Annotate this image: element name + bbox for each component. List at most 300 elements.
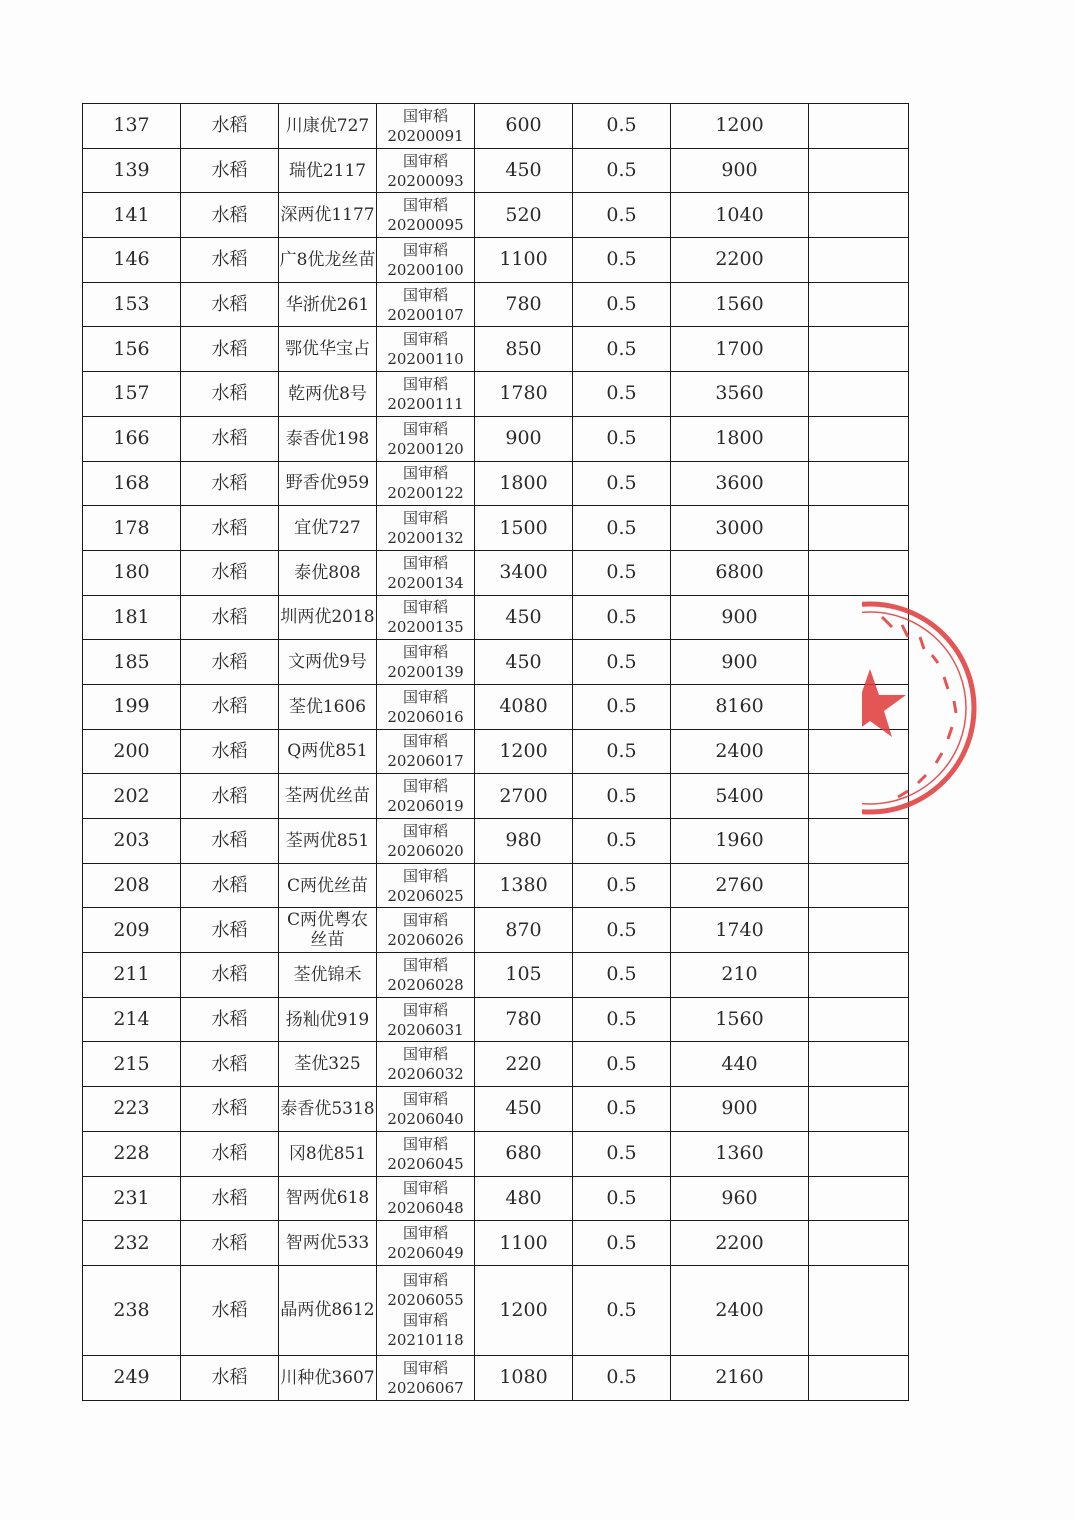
cell-crop: 水稻 [181,372,279,417]
cell-crop: 水稻 [181,684,279,729]
approval-line: 国审稻 [402,151,448,170]
cell-remark [809,819,909,864]
cell-approval [377,908,475,953]
approval-line: 20206025 [387,886,464,905]
cell-remark [809,729,909,774]
cell-number: 199 [83,684,181,729]
cell-rate: 0.5 [573,461,671,506]
cell-variety: 广8优龙丝苗 [279,238,377,283]
cell-variety: 瑞优2117 [279,148,377,193]
cell-crop: 水稻 [181,863,279,908]
cell-rate: 0.5 [573,684,671,729]
cell-remark [809,238,909,283]
approval-line: 20206032 [387,1065,464,1084]
approval-line: 国审稻 [402,106,448,125]
cell-rate: 0.5 [573,953,671,998]
cell-rate: 0.5 [573,238,671,283]
cell-approval [377,1265,475,1355]
cell-variety: 乾两优8号 [279,372,377,417]
cell-number: 238 [83,1265,181,1355]
cell-approval [377,238,475,283]
approval-line: 国审稻 [402,643,448,662]
approval-line: 20200110 [387,350,464,369]
approval-line: 20200095 [387,216,464,235]
cell-remark [809,461,909,506]
cell-remark [809,908,909,953]
approval-line: 国审稻 [402,1358,448,1377]
approval-line: 国审稻 [402,1179,448,1198]
cell-variety: 荃优锦禾 [279,953,377,998]
approval-line: 20206017 [387,752,464,771]
cell-approval [377,1176,475,1221]
approval-line: 20200120 [387,439,464,458]
cell-number: 202 [83,774,181,819]
cell-crop: 水稻 [181,1221,279,1266]
cell-variety: 冈8优851 [279,1131,377,1176]
cell-amount: 1040 [671,193,809,238]
approval-line: 20206048 [387,1199,464,1218]
table-row [83,640,909,685]
cell-number: 141 [83,193,181,238]
cell-crop: 水稻 [181,550,279,595]
cell-crop: 水稻 [181,1265,279,1355]
cell-approval [377,774,475,819]
cell-variety: 泰优808 [279,550,377,595]
approval-line: 20200135 [387,618,464,637]
cell-quantity: 480 [475,1176,573,1221]
cell-crop: 水稻 [181,416,279,461]
approval-line: 国审稻 [402,285,448,304]
approval-line: 20206067 [387,1378,464,1397]
cell-quantity: 2700 [475,774,573,819]
cell-amount: 2400 [671,729,809,774]
cell-crop: 水稻 [181,461,279,506]
cell-approval [377,461,475,506]
cell-crop: 水稻 [181,997,279,1042]
cell-number: 203 [83,819,181,864]
approval-line: 国审稻 [402,374,448,393]
approval-line: 20206016 [387,707,464,726]
approval-line: 国审稻 [402,777,448,796]
cell-number: 211 [83,953,181,998]
cell-remark [809,953,909,998]
approval-line: 国审稻 [402,1224,448,1243]
cell-variety: 荃优1606 [279,684,377,729]
cell-number: 232 [83,1221,181,1266]
cell-crop: 水稻 [181,104,279,149]
cell-approval [377,327,475,372]
cell-approval [377,640,475,685]
cell-remark [809,506,909,551]
cell-number: 139 [83,148,181,193]
cell-rate: 0.5 [573,416,671,461]
approval-line: 20206045 [387,1154,464,1173]
cell-approval [377,104,475,149]
approval-line: 国审稻 [402,1134,448,1153]
cell-crop: 水稻 [181,282,279,327]
cell-remark [809,774,909,819]
approval-line: 国审稻 [402,1089,448,1108]
cell-remark [809,550,909,595]
cell-variety: 圳两优2018 [279,595,377,640]
cell-amount: 2400 [671,1265,809,1355]
table-row [83,461,909,506]
cell-number: 157 [83,372,181,417]
cell-crop: 水稻 [181,819,279,864]
table-row [83,595,909,640]
cell-approval [377,416,475,461]
approval-line: 20200091 [387,126,464,145]
cell-amount: 8160 [671,684,809,729]
approval-line: 20206055 [387,1291,464,1310]
cell-rate: 0.5 [573,282,671,327]
approval-line: 国审稻 [402,687,448,706]
cell-number: 178 [83,506,181,551]
cell-approval [377,193,475,238]
cell-crop: 水稻 [181,640,279,685]
cell-variety: 文两优9号 [279,640,377,685]
cell-approval [377,863,475,908]
cell-rate: 0.5 [573,1221,671,1266]
cell-number: 156 [83,327,181,372]
cell-crop: 水稻 [181,506,279,551]
cell-quantity: 3400 [475,550,573,595]
cell-approval [377,729,475,774]
cell-number: 215 [83,1042,181,1087]
cell-amount: 3560 [671,372,809,417]
approval-line: 20200100 [387,260,464,279]
cell-rate: 0.5 [573,908,671,953]
cell-amount: 1560 [671,997,809,1042]
cell-remark [809,1087,909,1132]
cell-quantity: 450 [475,148,573,193]
cell-amount: 1560 [671,282,809,327]
cell-remark [809,640,909,685]
cell-rate: 0.5 [573,1042,671,1087]
cell-variety: 荃两优丝苗 [279,774,377,819]
cell-crop: 水稻 [181,1176,279,1221]
table-row [83,550,909,595]
cell-amount: 2200 [671,1221,809,1266]
cell-remark [809,997,909,1042]
cell-number: 166 [83,416,181,461]
cell-approval [377,282,475,327]
cell-quantity: 980 [475,819,573,864]
approval-line: 国审稻 [402,821,448,840]
table-row [83,1131,909,1176]
cell-amount: 5400 [671,774,809,819]
cell-remark [809,684,909,729]
approval-line: 20200093 [387,171,464,190]
cell-number: 228 [83,1131,181,1176]
approval-line: 国审稻 [402,464,448,483]
cell-remark [809,148,909,193]
approval-line: 20200122 [387,484,464,503]
cell-rate: 0.5 [573,104,671,149]
cell-variety: C两优丝苗 [279,863,377,908]
cell-rate: 0.5 [573,193,671,238]
cell-quantity: 520 [475,193,573,238]
cell-variety: 泰香优5318 [279,1087,377,1132]
cell-amount: 210 [671,953,809,998]
cell-crop: 水稻 [181,148,279,193]
cell-quantity: 1080 [475,1355,573,1400]
cell-number: 208 [83,863,181,908]
table-row [83,1176,909,1221]
cell-number: 153 [83,282,181,327]
cell-quantity: 450 [475,640,573,685]
approval-line: 国审稻 [402,196,448,215]
cell-crop: 水稻 [181,1087,279,1132]
cell-approval [377,595,475,640]
approval-line: 20206026 [387,931,464,950]
cell-amount: 900 [671,148,809,193]
cell-approval [377,148,475,193]
cell-approval [377,684,475,729]
cell-rate: 0.5 [573,550,671,595]
cell-amount: 1700 [671,327,809,372]
cell-quantity: 1100 [475,238,573,283]
approval-line: 国审稻 [402,330,448,349]
cell-crop: 水稻 [181,729,279,774]
table-row [83,997,909,1042]
cell-variety: 川种优3607 [279,1355,377,1400]
cell-rate: 0.5 [573,729,671,774]
cell-quantity: 1780 [475,372,573,417]
cell-quantity: 4080 [475,684,573,729]
cell-variety: 智两优533 [279,1221,377,1266]
cell-amount: 900 [671,1087,809,1132]
cell-amount: 900 [671,595,809,640]
cell-amount: 1800 [671,416,809,461]
table-row [83,908,909,953]
cell-variety: 鄂优华宝占 [279,327,377,372]
cell-quantity: 1100 [475,1221,573,1266]
cell-remark [809,1355,909,1400]
cell-number: 231 [83,1176,181,1221]
approval-line: 20200107 [387,305,464,324]
cell-approval [377,372,475,417]
cell-approval [377,819,475,864]
table-row [83,1087,909,1132]
cell-quantity: 900 [475,416,573,461]
cell-remark [809,416,909,461]
cell-remark [809,595,909,640]
cell-approval [377,953,475,998]
cell-quantity: 600 [475,104,573,149]
cell-quantity: 780 [475,997,573,1042]
approval-line: 国审稻 [402,866,448,885]
table-row [83,372,909,417]
seed-subsidy-table [82,103,909,1401]
approval-line: 20206020 [387,841,464,860]
approval-line: 国审稻 [402,598,448,617]
cell-approval [377,550,475,595]
cell-amount: 3000 [671,506,809,551]
cell-rate: 0.5 [573,1355,671,1400]
cell-variety: C两优粤农丝苗 [279,908,377,953]
cell-rate: 0.5 [573,1131,671,1176]
cell-rate: 0.5 [573,774,671,819]
cell-approval [377,997,475,1042]
cell-amount: 2760 [671,863,809,908]
approval-line: 20200132 [387,529,464,548]
table-row [83,1355,909,1400]
cell-quantity: 450 [475,595,573,640]
cell-rate: 0.5 [573,148,671,193]
approval-line: 国审稻 [402,1000,448,1019]
cell-variety: Q两优851 [279,729,377,774]
cell-quantity: 1200 [475,1265,573,1355]
cell-amount: 2200 [671,238,809,283]
cell-rate: 0.5 [573,1087,671,1132]
cell-amount: 3600 [671,461,809,506]
approval-line: 国审稻 [402,911,448,930]
cell-crop: 水稻 [181,1042,279,1087]
cell-rate: 0.5 [573,819,671,864]
cell-amount: 2160 [671,1355,809,1400]
cell-crop: 水稻 [181,908,279,953]
table-row [83,819,909,864]
cell-number: 214 [83,997,181,1042]
table-row [83,953,909,998]
cell-variety: 深两优1177 [279,193,377,238]
cell-remark [809,193,909,238]
cell-remark [809,327,909,372]
cell-rate: 0.5 [573,1176,671,1221]
cell-amount: 900 [671,640,809,685]
approval-line: 20206019 [387,797,464,816]
cell-quantity: 450 [475,1087,573,1132]
cell-quantity: 1500 [475,506,573,551]
cell-quantity: 850 [475,327,573,372]
cell-number: 200 [83,729,181,774]
cell-remark [809,1221,909,1266]
cell-number: 146 [83,238,181,283]
table-row [83,774,909,819]
table-row [83,863,909,908]
cell-number: 223 [83,1087,181,1132]
approval-line: 20200134 [387,573,464,592]
cell-crop: 水稻 [181,774,279,819]
approval-line: 国审稻 [402,1045,448,1064]
cell-variety: 荃优325 [279,1042,377,1087]
approval-line: 国审稻 [402,732,448,751]
approval-line: 20206049 [387,1244,464,1263]
approval-line: 20206031 [387,1020,464,1039]
approval-line: 20200111 [387,394,464,413]
cell-number: 181 [83,595,181,640]
cell-rate: 0.5 [573,327,671,372]
table-row [83,282,909,327]
cell-variety: 荃两优851 [279,819,377,864]
cell-quantity: 780 [475,282,573,327]
table-row [83,729,909,774]
approval-line: 20210118 [387,1331,464,1350]
cell-variety: 泰香优198 [279,416,377,461]
cell-rate: 0.5 [573,997,671,1042]
cell-variety: 华浙优261 [279,282,377,327]
cell-crop: 水稻 [181,327,279,372]
cell-rate: 0.5 [573,1265,671,1355]
cell-approval [377,1087,475,1132]
cell-remark [809,863,909,908]
approval-line: 20206028 [387,975,464,994]
approval-line: 国审稻 [402,419,448,438]
cell-crop: 水稻 [181,953,279,998]
table-row [83,1042,909,1087]
table-row [83,416,909,461]
cell-amount: 1200 [671,104,809,149]
cell-approval [377,506,475,551]
approval-line: 国审稻 [402,509,448,528]
table-row [83,1265,909,1355]
cell-remark [809,1042,909,1087]
approval-line: 20206040 [387,1109,464,1128]
table-row [83,104,909,149]
cell-number: 249 [83,1355,181,1400]
cell-crop: 水稻 [181,193,279,238]
cell-quantity: 870 [475,908,573,953]
cell-amount: 440 [671,1042,809,1087]
approval-line: 国审稻 [402,1311,448,1330]
cell-remark [809,282,909,327]
cell-variety: 宜优727 [279,506,377,551]
cell-rate: 0.5 [573,640,671,685]
cell-number: 168 [83,461,181,506]
cell-variety: 野香优959 [279,461,377,506]
cell-amount: 6800 [671,550,809,595]
approval-line: 国审稻 [402,240,448,259]
cell-crop: 水稻 [181,595,279,640]
cell-crop: 水稻 [181,1131,279,1176]
approval-line: 20200139 [387,663,464,682]
cell-remark [809,104,909,149]
cell-approval [377,1131,475,1176]
cell-number: 137 [83,104,181,149]
cell-number: 185 [83,640,181,685]
cell-variety: 川康优727 [279,104,377,149]
table-row [83,327,909,372]
cell-number: 209 [83,908,181,953]
cell-crop: 水稻 [181,238,279,283]
cell-remark [809,372,909,417]
cell-variety: 扬籼优919 [279,997,377,1042]
cell-rate: 0.5 [573,506,671,551]
approval-line: 国审稻 [402,553,448,572]
cell-amount: 960 [671,1176,809,1221]
table-body [83,104,909,1401]
table-row [83,148,909,193]
cell-rate: 0.5 [573,372,671,417]
cell-quantity: 1200 [475,729,573,774]
cell-quantity: 1800 [475,461,573,506]
table-row [83,506,909,551]
cell-rate: 0.5 [573,863,671,908]
cell-approval [377,1042,475,1087]
cell-rate: 0.5 [573,595,671,640]
cell-approval [377,1221,475,1266]
table-row [83,238,909,283]
cell-variety: 智两优618 [279,1176,377,1221]
cell-amount: 1740 [671,908,809,953]
table-row [83,193,909,238]
cell-crop: 水稻 [181,1355,279,1400]
cell-quantity: 105 [475,953,573,998]
table-row [83,1221,909,1266]
cell-amount: 1960 [671,819,809,864]
approval-line: 国审稻 [402,1271,448,1290]
